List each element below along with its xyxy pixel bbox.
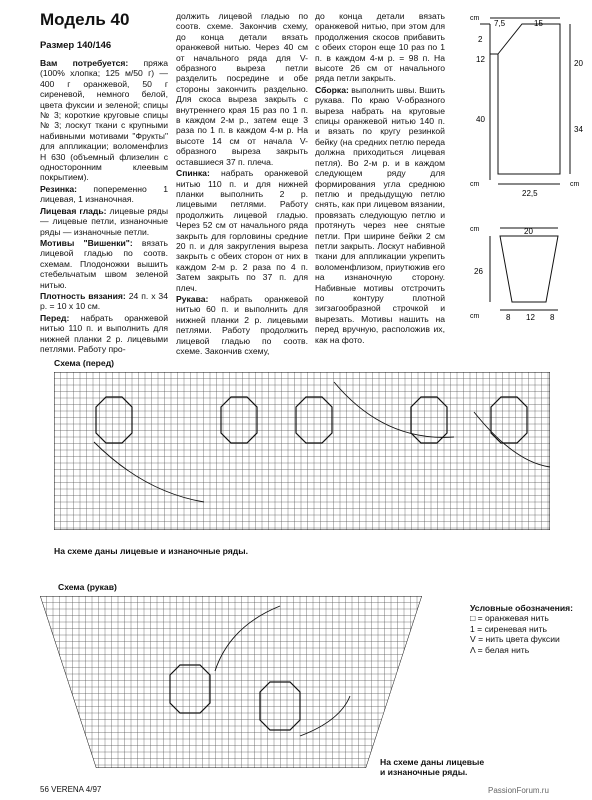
paragraph-label: Перед: bbox=[40, 312, 70, 323]
paragraph bbox=[315, 85, 445, 345]
paragraph-text: до конца детали вязать оранжевой нитью, при этом для продолжения скосов прибавить с обеих сторон еще 10 раз по 1 п. в каждом 4-м р. = 98 п. На высоте 26 см от начального ряда петли закрыть. bbox=[315, 11, 445, 84]
legend-item: V = нить цвета фуксии bbox=[470, 634, 560, 645]
sleeve-chart-grid bbox=[40, 596, 422, 768]
diagram1-left-12: 12 bbox=[476, 55, 485, 64]
sleeve-schema-label: Схема (рукав) bbox=[58, 582, 117, 592]
diagram1-left-40: 40 bbox=[476, 115, 485, 124]
paragraph bbox=[40, 313, 168, 355]
front-schema-note: На схеме даны лицевые и изнаночные ряды. bbox=[54, 546, 248, 556]
paragraph-label: Плотность вязания: bbox=[40, 290, 126, 301]
front-schema-label: Схема (перед) bbox=[54, 358, 115, 368]
diagram1-cm-right: cm bbox=[570, 181, 580, 188]
paragraph-text: лицевые ряды — лицевые петли, изнаночные ряды — изнаночные петли. bbox=[40, 205, 168, 237]
sleeve-schema-note bbox=[380, 757, 484, 777]
size-heading: Размер 140/146 bbox=[40, 40, 112, 51]
diagram2-top: 20 bbox=[524, 227, 533, 236]
paragraph-label: Рукава: bbox=[176, 293, 209, 304]
page-footer: 56 VERENA 4/97 bbox=[40, 785, 102, 794]
paragraph bbox=[315, 11, 445, 84]
paragraph bbox=[176, 168, 308, 293]
diagram1-cm-top: cm bbox=[470, 15, 480, 22]
paragraph-text: пряжа (100% хлопка; 125 м/50 г) — 400 г оранжевой, 50 г сиреневой, немного белой, цвета фуксии и зеленой; спицы № 3; короткие круговые спицы № 3; лоскут ткани с крупными набивными мотивами "Фрукты" для аппликации; воломенфлиз Н 630 (объемный флизелин с односторонним клеевым покрытием). bbox=[40, 58, 169, 183]
diagram1-cm-bottom: cm bbox=[470, 181, 480, 188]
paragraph bbox=[176, 294, 308, 356]
paragraph-label: Лицевая гладь: bbox=[40, 205, 107, 216]
diagram1-bottom: 22,5 bbox=[522, 189, 538, 198]
front-chart-grid bbox=[54, 372, 550, 530]
paragraph bbox=[40, 206, 168, 237]
sleeve-note-line-2: и изнаночные ряды. bbox=[380, 767, 468, 777]
paragraph-text: набрать оранжевой нитью 110 п. и для нижней планки выполнить 2 р. лицевыми петлями. Работу продолжить лицевой гладью. Через 52 см от начального ряда закрыть для горловины средние 20 п. и для закругления выреза закрыть с обеих сторон от них в каждом 2-м р. 2 раза по 4 п. Затем закрыть по 37 п. для плеч. bbox=[176, 168, 308, 293]
paragraph-text: попеременно 1 лицевая, 1 изнаночная. bbox=[40, 183, 168, 205]
text-column-3 bbox=[315, 11, 445, 346]
diagram1-top-left: 7,5 bbox=[494, 19, 506, 28]
page-title: Модель 40 bbox=[40, 10, 130, 29]
paragraph-text: вязать лицевой гладью по соотв. схемам. Плодоножки вышить стебельчатым швом зеленой нитью. bbox=[40, 237, 168, 290]
diagram1-right-20: 20 bbox=[574, 59, 583, 68]
watermark: PassionForum.ru bbox=[488, 786, 549, 795]
paragraph-label: Спинка: bbox=[176, 168, 210, 179]
diagram2-b1: 8 bbox=[506, 313, 511, 322]
legend-title: Условные обозначения: bbox=[470, 603, 573, 613]
paragraph-text: набрать оранжевой нитью 60 п. и выполнить для нижней планки 2 р. лицевыми петлями. Работу продолжить лицевой гладью по соотв. схеме. Закончив схему, bbox=[176, 293, 308, 356]
legend-item: □ = оранжевая нить bbox=[470, 613, 549, 624]
paragraph-text: набрать оранжевой нитью 110 п. и выполнить для нижней планки 2 р. лицевыми петлями. Работу про- bbox=[40, 312, 168, 354]
legend-item: 1 = сиреневая нить bbox=[470, 623, 548, 634]
paragraph-text: должить лицевой гладью по соотв. схеме. Закончив схему, до конца детали вязать оранжевой нитью. Через 40 см от начального ряда для V-образного выреза петли разделить посредине и обе стороны закончить раздельно. Для скоса выреза закрыть с внутреннего края 15 раз по 1 п. в каждом 2-м р., затем еще 3 раза по 1 п. в каждом 4-м р. На высоте 14 см от начала V-образного выреза закрыть оставшиеся 37 п. плеча. bbox=[176, 11, 308, 167]
diagram2-b3: 8 bbox=[550, 313, 555, 322]
paragraph-label: Вам потребуется: bbox=[40, 58, 129, 68]
diagram1-left-2: 2 bbox=[478, 35, 483, 44]
paragraph bbox=[40, 291, 168, 312]
legend-item: Λ = белая нить bbox=[470, 644, 530, 655]
diagram2-cm-bottom: cm bbox=[470, 313, 480, 320]
paragraph-label: Сборка: bbox=[315, 84, 349, 95]
paragraph bbox=[40, 58, 168, 183]
paragraph-label: Мотивы "Вишенки": bbox=[40, 237, 133, 248]
paragraph bbox=[176, 11, 308, 167]
paragraph bbox=[40, 184, 168, 205]
piece-measurement-diagram bbox=[470, 14, 588, 202]
sleeve-measurement-diagram bbox=[470, 222, 588, 324]
paragraph-text: 24 п. х 34 р. = 10 х 10 см. bbox=[40, 290, 168, 312]
paragraph bbox=[40, 238, 168, 290]
diagram2-cm-top: cm bbox=[470, 226, 480, 233]
sleeve-note-line-1: На схеме даны лицевые bbox=[380, 757, 485, 767]
text-column-2 bbox=[176, 11, 308, 357]
diagram1-right-34: 34 bbox=[574, 125, 583, 134]
legend bbox=[470, 603, 573, 655]
diagram2-left: 26 bbox=[474, 267, 483, 276]
diagram2-b2: 12 bbox=[526, 313, 535, 322]
paragraph-label: Резинка: bbox=[40, 183, 77, 194]
diagram1-top-mid: 15 bbox=[534, 19, 543, 28]
text-column-1 bbox=[40, 58, 168, 355]
paragraph-text: выполнить швы. Вшить рукава. По краю V-образного выреза набрать на круговые спицы оранжевой нитью 140 п. и вязать по кругу резинкой бейку (на средних петлю переда должна приходиться лицевая петля). Во 2-м р. и в каждом следующем ряду для формирования угла среднюю петлю и предыдущую петлю снять, как при лицевом вязании, провязать следующую петлю и протянуть через нее снятые петли. При ширине бейки 2 см петли закрыть. Лоскут набивной ткани для аппликации укрепить воломенфлизом, приутюжив его на изнаночную сторону. Набивные мотивы отстрочить по контуру плотной зигзагообразной строчкой и вырезать. Мотивы нашить на перед вручную, расположив их, как на фото. bbox=[315, 84, 445, 345]
